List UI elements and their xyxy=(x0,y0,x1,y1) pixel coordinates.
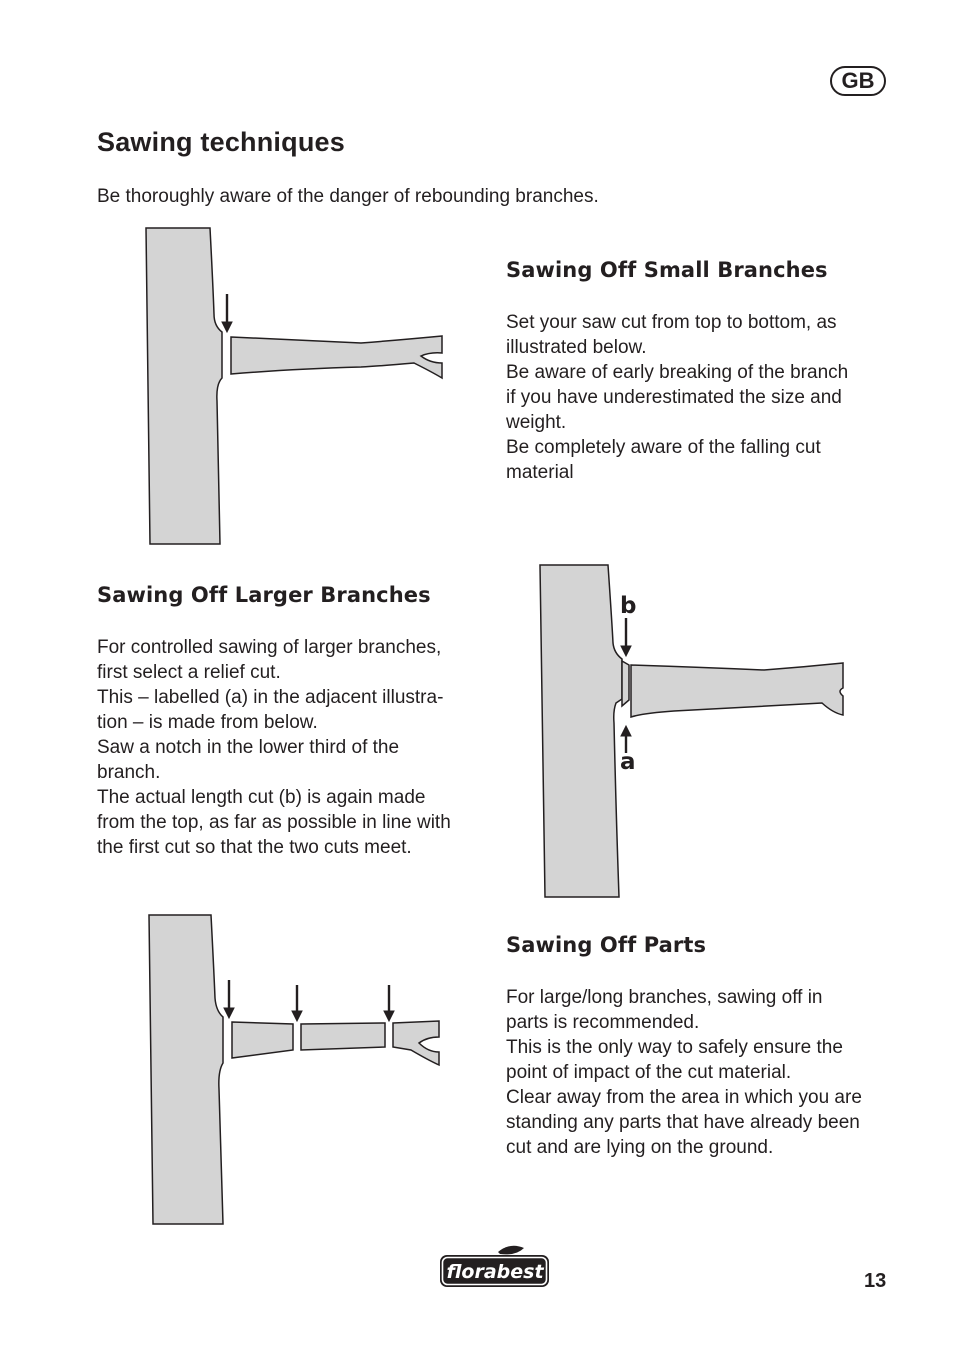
body-line: This is the only way to safely ensure the xyxy=(506,1037,843,1058)
section-heading: Sawing Off Parts xyxy=(506,933,707,957)
body-line: This – labelled (a) in the adjacent illustra- xyxy=(97,687,444,708)
arrow-icon xyxy=(384,985,394,1021)
body-line: The actual length cut (b) is again made xyxy=(97,787,426,808)
tree-trunk xyxy=(540,565,622,897)
page-number: 13 xyxy=(864,1270,887,1292)
florabest-logo xyxy=(438,1244,552,1290)
branch-segment xyxy=(232,1022,293,1058)
branch xyxy=(231,336,442,378)
body-line: cut and are lying on the ground. xyxy=(506,1137,774,1158)
body-line: parts is recommended. xyxy=(506,1012,700,1033)
body-line: point of impact of the cut material. xyxy=(506,1062,792,1083)
language-badge: GB xyxy=(830,66,886,96)
section-body xyxy=(506,310,848,485)
body-line: if you have underestimated the size and xyxy=(506,387,842,408)
body-line: branch. xyxy=(97,762,161,783)
page-title: Sawing techniques xyxy=(97,127,345,157)
illustration-sawing-parts xyxy=(143,913,443,1228)
body-line: standing any parts that have already been xyxy=(506,1112,860,1133)
body-line: Be aware of early breaking of the branch xyxy=(506,362,849,383)
body-line: first select a relief cut. xyxy=(97,662,281,683)
section-heading: Sawing Off Small Branches xyxy=(506,258,828,282)
arrow-icon xyxy=(224,980,234,1018)
arrow-icon xyxy=(292,985,302,1021)
cut-label-a: a xyxy=(620,749,636,775)
arrow-icon xyxy=(621,618,631,656)
body-line: Saw a notch in the lower third of the xyxy=(97,737,400,758)
branch-stub xyxy=(622,661,629,706)
tree-trunk xyxy=(146,228,222,544)
body-line: tion – is made from below. xyxy=(97,712,318,733)
body-line: For controlled sawing of larger branches, xyxy=(97,637,442,658)
body-line: Set your saw cut from top to bottom, as xyxy=(506,312,837,333)
branch xyxy=(631,663,843,717)
branch-segment xyxy=(301,1023,385,1050)
illustration-larger-branch xyxy=(534,563,846,901)
tree-trunk xyxy=(149,915,223,1224)
body-line: weight. xyxy=(506,412,567,433)
body-line: Clear away from the area in which you are xyxy=(506,1087,862,1108)
body-line: Be completely aware of the falling cut xyxy=(506,437,821,458)
body-line: from the top, as far as possible in line with xyxy=(97,812,451,833)
intro-text: Be thoroughly aware of the danger of rebounding branches. xyxy=(97,186,599,207)
body-line: For large/long branches, sawing off in xyxy=(506,987,823,1008)
section-heading: Sawing Off Larger Branches xyxy=(97,583,431,607)
illustration-small-branch xyxy=(140,226,450,546)
section-body xyxy=(97,635,451,860)
section-body xyxy=(506,985,862,1160)
leaf-icon xyxy=(498,1246,524,1255)
logo-text: florabest xyxy=(446,1261,544,1283)
cut-label-b: b xyxy=(620,593,637,619)
body-line: the first cut so that the two cuts meet. xyxy=(97,837,412,858)
branch-segment xyxy=(393,1021,439,1065)
body-line: material xyxy=(506,462,574,483)
body-line: illustrated below. xyxy=(506,337,647,358)
arrow-icon xyxy=(222,294,232,332)
